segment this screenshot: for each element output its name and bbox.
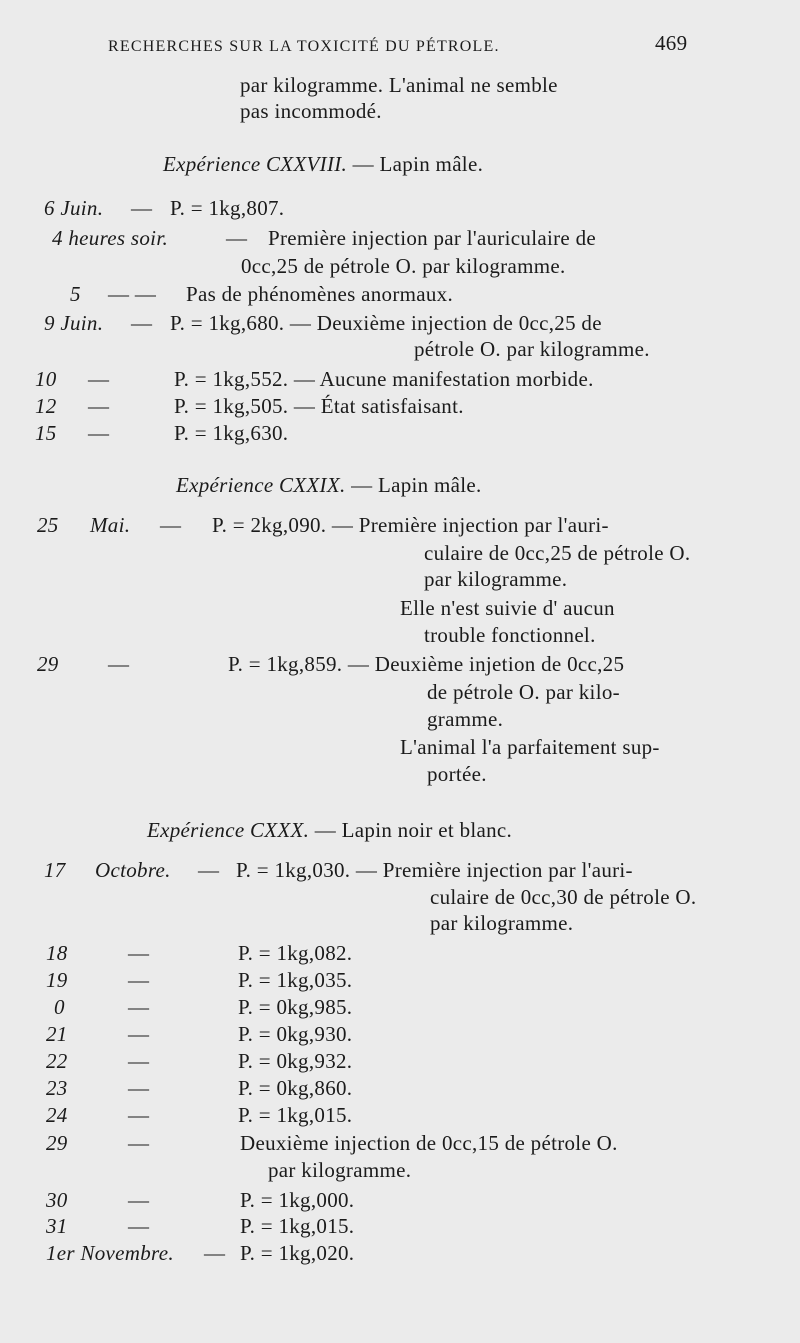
- exp130-date-1: 18: [46, 941, 68, 965]
- exp130-date-4: 21: [46, 1022, 68, 1046]
- exp128-text-8: P. = 1kg,505. — État satisfaisant.: [174, 394, 464, 418]
- exp129-title-italic: Expérience CXXIX.: [176, 473, 346, 497]
- exp128-title-italic: Expérience CXXVIII.: [163, 152, 348, 176]
- exp130-text-2: P. = 1kg,035.: [238, 968, 353, 992]
- exp130-sep-2: —: [128, 968, 150, 992]
- exp130-sep-11: —: [128, 1214, 150, 1238]
- exp129-month-1: Mai.: [90, 513, 131, 537]
- exp129-cont-2a: de pétrole O. par kilo-: [427, 680, 620, 704]
- exp128-text-6: pétrole O. par kilogramme.: [414, 337, 650, 361]
- exp129-date-1: 25: [37, 513, 59, 537]
- exp129-cont-1b: par kilogramme.: [424, 567, 568, 591]
- exp128-text-2: Première injection par l'auriculaire de: [268, 226, 597, 250]
- exp130-date-6: 23: [46, 1076, 68, 1100]
- exp130-sep-7: —: [128, 1103, 150, 1127]
- exp130-date-10: 30: [46, 1188, 68, 1212]
- exp130-first-dash: —: [198, 858, 220, 882]
- exp128-title: [163, 151, 483, 177]
- exp130-date-8: 29: [46, 1131, 68, 1155]
- exp129-title-rest: — Lapin mâle.: [351, 473, 482, 497]
- exp130-sep-6: —: [128, 1076, 150, 1100]
- exp130-sep-8: —: [128, 1131, 150, 1155]
- exp128-sep-9: —: [88, 421, 110, 445]
- exp128-text-1: P. = 1kg,807.: [170, 196, 285, 220]
- exp128-date-9: 15: [35, 421, 57, 445]
- exp129-title: [176, 472, 482, 498]
- exp128-sep-5: —: [131, 311, 153, 335]
- exp129-cont-1d: trouble fonctionnel.: [424, 623, 596, 647]
- exp130-first-cont-1: culaire de 0cc,30 de pétrole O.: [430, 885, 697, 909]
- exp130-date-5: 22: [46, 1049, 68, 1073]
- exp128-text-9: P. = 1kg,630.: [174, 421, 289, 445]
- exp128-date-8: 12: [35, 394, 57, 418]
- exp130-text-5: P. = 0kg,932.: [238, 1049, 353, 1073]
- exp130-sep-12: —: [204, 1241, 226, 1265]
- exp130-text-1: P. = 1kg,082.: [238, 941, 353, 965]
- exp130-first-cont-2: par kilogramme.: [430, 911, 574, 935]
- exp130-text-6: P. = 0kg,860.: [238, 1076, 353, 1100]
- exp130-text-9: par kilogramme.: [268, 1158, 412, 1182]
- exp130-text-11: P. = 1kg,015.: [240, 1214, 355, 1238]
- exp130-sep-10: —: [128, 1188, 150, 1212]
- exp130-date-11: 31: [46, 1214, 68, 1238]
- exp128-text-5: P. = 1kg,680. — Deuxième injection de 0cc,25 de: [170, 311, 602, 335]
- exp130-date-3: 0: [54, 995, 65, 1019]
- exp130-first-month: Octobre.: [95, 858, 171, 882]
- exp128-date-2: 4 heures soir.: [52, 226, 169, 250]
- running-header: RECHERCHES SUR LA TOXICITÉ DU PÉTROLE.: [108, 38, 500, 55]
- exp129-cont-1c: Elle n'est suivie d' aucun: [400, 596, 615, 620]
- exp128-sep-7: —: [88, 367, 110, 391]
- exp129-dash-1: —: [160, 513, 182, 537]
- intro-line-1: par kilogramme. L'animal ne semble: [240, 73, 558, 97]
- exp130-sep-5: —: [128, 1049, 150, 1073]
- exp130-text-7: P. = 1kg,015.: [238, 1103, 353, 1127]
- exp129-weight-2: P. = 1kg,859. — Deuxième injetion de 0cc,25: [228, 652, 625, 676]
- exp128-sep-8: —: [88, 394, 110, 418]
- exp130-date-7: 24: [46, 1103, 68, 1127]
- exp130-text-10: P. = 1kg,000.: [240, 1188, 355, 1212]
- intro-line-2: pas incommodé.: [240, 99, 382, 123]
- exp128-date-5: 9 Juin.: [44, 311, 104, 335]
- exp128-date-7: 10: [35, 367, 57, 391]
- exp129-cont-2c: L'animal l'a parfaitement sup-: [400, 735, 660, 759]
- exp129-dash-2: —: [108, 652, 130, 676]
- exp130-sep-1: —: [128, 941, 150, 965]
- exp128-title-rest: — Lapin mâle.: [352, 152, 484, 176]
- exp130-date-2: 19: [46, 968, 68, 992]
- exp130-text-8: Deuxième injection de 0cc,15 de pétrole O.: [240, 1131, 618, 1155]
- exp130-title-italic: Expérience CXXX.: [147, 818, 310, 842]
- exp128-text-7: P. = 1kg,552. — Aucune manifestation morbide.: [174, 367, 594, 391]
- exp128-text-3: 0cc,25 de pétrole O. par kilogramme.: [241, 254, 566, 278]
- exp129-cont-2d: portée.: [427, 762, 487, 786]
- exp130-title-rest: — Lapin noir et blanc.: [314, 818, 513, 842]
- exp128-date-4: 5: [70, 282, 81, 306]
- exp128-sep-4: — —: [108, 282, 157, 306]
- exp130-first-text: P. = 1kg,030. — Première injection par l'auri-: [236, 858, 633, 882]
- exp129-weight-1: P. = 2kg,090. — Première injection par l'auri-: [212, 513, 609, 537]
- exp130-sep-3: —: [128, 995, 150, 1019]
- page-number: 469: [655, 31, 688, 55]
- exp130-text-12: P. = 1kg,020.: [240, 1241, 355, 1265]
- exp128-date-1: 6 Juin.: [44, 196, 104, 220]
- exp128-sep-2: —: [226, 226, 248, 250]
- exp128-text-4: Pas de phénomènes anormaux.: [186, 282, 454, 306]
- exp129-cont-1a: culaire de 0cc,25 de pétrole O.: [424, 541, 691, 565]
- exp130-first-date: 17: [44, 858, 66, 882]
- exp130-title: [147, 817, 512, 843]
- exp128-sep-1: —: [131, 196, 153, 220]
- exp130-date-12: 1er Novembre.: [46, 1241, 174, 1265]
- exp130-text-3: P. = 0kg,985.: [238, 995, 353, 1019]
- exp130-text-4: P. = 0kg,930.: [238, 1022, 353, 1046]
- exp129-cont-2b: gramme.: [427, 707, 504, 731]
- exp129-date-2: 29: [37, 652, 59, 676]
- exp130-sep-4: —: [128, 1022, 150, 1046]
